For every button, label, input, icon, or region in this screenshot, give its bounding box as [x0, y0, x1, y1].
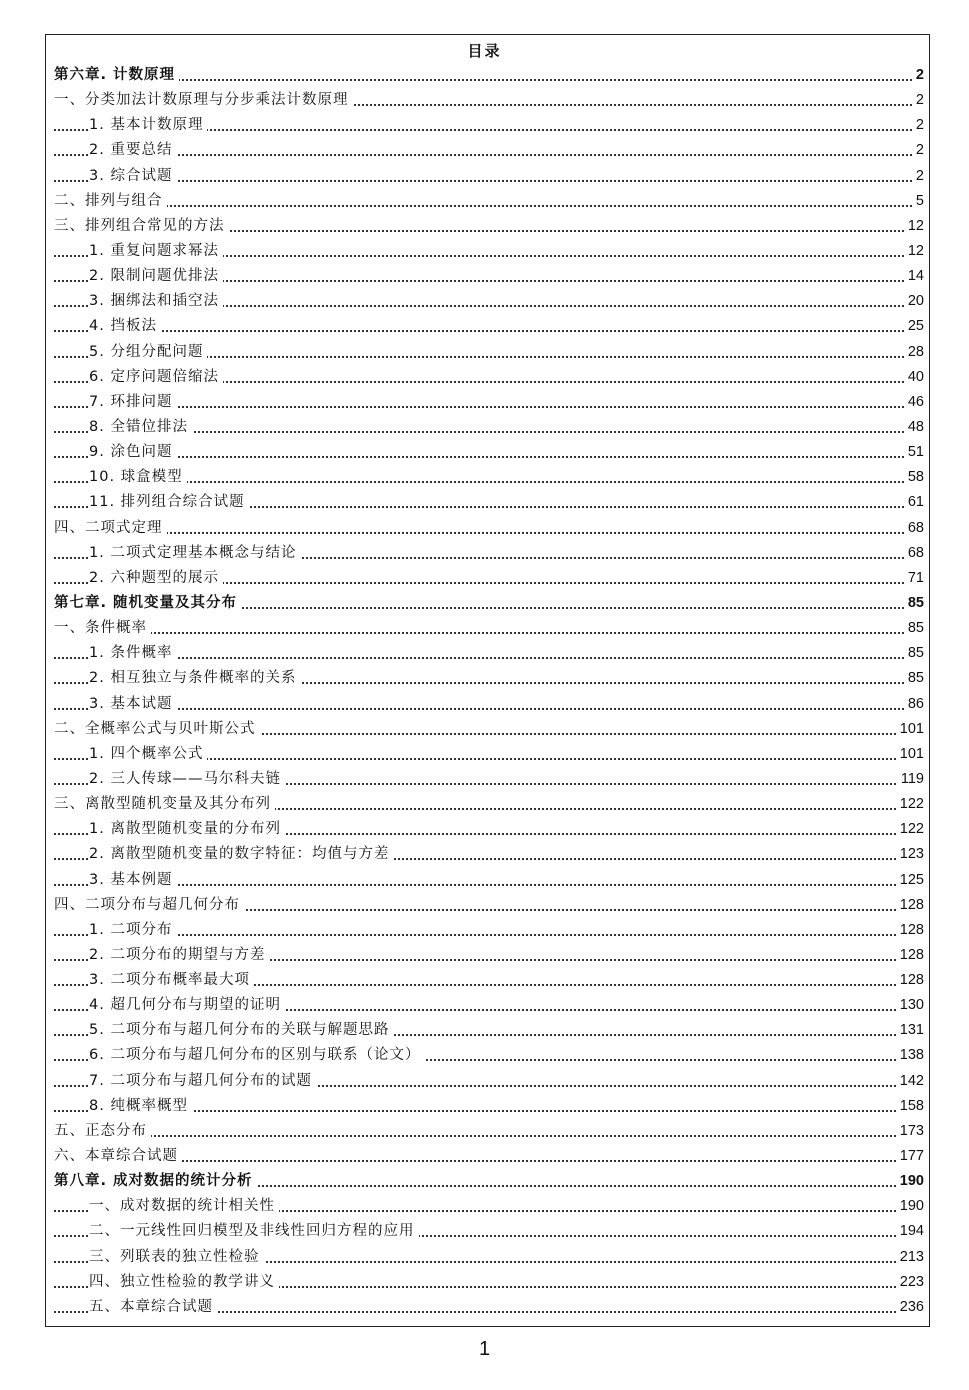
toc-entry[interactable] — [54, 390, 924, 415]
toc-entry-label: 2. 二项分布的期望与方差 — [89, 943, 269, 968]
toc-entry-label: 1. 四个概率公式 — [89, 742, 207, 767]
toc-entry-page: 5 — [913, 189, 924, 214]
toc-entry[interactable] — [54, 264, 924, 289]
toc-entry-label: 四、二项式定理 — [54, 516, 167, 541]
toc-entry-page: 119 — [898, 767, 924, 792]
toc-entry-page: 2 — [913, 138, 924, 163]
toc-entry-page: 61 — [905, 490, 924, 515]
toc-entry-label: 一、成对数据的统计相关性 — [89, 1194, 279, 1219]
toc-entry-page: 123 — [897, 842, 924, 867]
toc-entry-label: 5. 二项分布与超几何分布的关联与解题思路 — [89, 1018, 393, 1043]
toc-entry-label: 一、分类加法计数原理与分步乘法计数原理 — [54, 88, 353, 113]
toc-entry-label: 4. 挡板法 — [89, 314, 161, 339]
toc-entry-page: 2 — [913, 113, 924, 138]
toc-entry[interactable] — [54, 88, 924, 113]
toc-entry-page: 58 — [905, 465, 924, 490]
toc-entry-label: 五、正态分布 — [54, 1119, 151, 1144]
toc-entry[interactable] — [54, 717, 924, 742]
toc-entry[interactable] — [54, 1043, 924, 1068]
toc-entry-label: 四、独立性检验的教学讲义 — [89, 1270, 279, 1295]
toc-entry-page: 101 — [897, 742, 924, 767]
toc-entry-page: 194 — [897, 1219, 924, 1244]
toc-entry-label: 7. 环排问题 — [89, 390, 176, 415]
toc-entry-page: 86 — [905, 692, 924, 717]
toc-entry-page: 68 — [905, 516, 924, 541]
toc-entry[interactable] — [54, 1094, 924, 1119]
toc-entry-label: 11. 排列组合综合试题 — [89, 490, 249, 515]
toc-entry[interactable] — [54, 214, 924, 239]
toc-entry[interactable] — [54, 1069, 924, 1094]
toc-entry-page: 48 — [905, 415, 924, 440]
toc-entry[interactable] — [54, 1270, 924, 1295]
toc-entry[interactable] — [54, 63, 924, 88]
toc-entry-page: 85 — [905, 641, 924, 666]
toc-entry[interactable] — [54, 641, 924, 666]
dot-leader — [54, 456, 924, 458]
toc-entry-page: 2 — [913, 164, 924, 189]
toc-entry-label: 6. 二项分布与超几何分布的区别与联系（论文） — [89, 1043, 424, 1068]
toc-entry-label: 1. 二项式定理基本概念与结论 — [89, 541, 300, 566]
toc-entry-label: 三、离散型随机变量及其分布列 — [54, 792, 275, 817]
toc-entry[interactable] — [54, 541, 924, 566]
toc-entry[interactable] — [54, 591, 924, 616]
toc-entry[interactable] — [54, 189, 924, 214]
dot-leader — [54, 708, 924, 710]
toc-entry-label: 8. 纯概率概型 — [89, 1094, 192, 1119]
toc-entry[interactable] — [54, 1169, 924, 1194]
toc-entry-page: 190 — [897, 1169, 924, 1194]
toc-entry-label: 2. 离散型随机变量的数字特征：均值与方差 — [89, 842, 393, 867]
toc-entry-label: 三、排列组合常见的方法 — [54, 214, 229, 239]
toc-entry[interactable] — [54, 1219, 924, 1244]
toc-entry-page: 190 — [897, 1194, 924, 1219]
toc-entry-label: 3. 基本试题 — [89, 692, 176, 717]
toc-entry-page: 68 — [905, 541, 924, 566]
toc-entry-page: 28 — [905, 340, 924, 365]
toc-entry-label: 第七章. 随机变量及其分布 — [54, 591, 241, 616]
toc-entry[interactable] — [54, 490, 924, 515]
toc-entry[interactable] — [54, 1245, 924, 1270]
toc-entry-page: 130 — [897, 993, 924, 1018]
toc-entry-page: 2 — [913, 63, 924, 88]
toc-entry[interactable] — [54, 666, 924, 691]
toc-entry-label: 六、本章综合试题 — [54, 1144, 182, 1169]
toc-entry-page: 40 — [905, 365, 924, 390]
toc-entry-page: 173 — [897, 1119, 924, 1144]
toc-entry-page: 2 — [913, 88, 924, 113]
page-number: 1 — [478, 1338, 491, 1360]
dot-leader — [54, 205, 924, 207]
toc-entry-label: 9. 涂色问题 — [89, 440, 176, 465]
dot-leader — [54, 934, 924, 936]
dot-leader — [54, 1160, 924, 1162]
toc-entry[interactable] — [54, 289, 924, 314]
toc-entry-label: 2. 六种题型的展示 — [89, 566, 223, 591]
toc-entry[interactable] — [54, 1295, 924, 1320]
toc-entry[interactable] — [54, 239, 924, 264]
toc-entry-page: 71 — [905, 566, 924, 591]
toc-entry-page: 20 — [905, 289, 924, 314]
toc-entry-page: 213 — [897, 1245, 924, 1270]
toc-entry-label: 3. 二项分布概率最大项 — [89, 968, 254, 993]
toc-entry[interactable] — [54, 340, 924, 365]
toc-entry-label: 2. 三人传球——马尔科夫链 — [89, 767, 285, 792]
toc-entry-page: 236 — [897, 1295, 924, 1320]
toc-entry-label: 2. 限制问题优排法 — [89, 264, 223, 289]
toc-entry-page: 12 — [905, 214, 924, 239]
toc-entry-page: 128 — [897, 943, 924, 968]
toc-entry-page: 128 — [897, 918, 924, 943]
toc-entry-label: 1. 条件概率 — [89, 641, 176, 666]
toc-entry-label: 5. 分组分配问题 — [89, 340, 207, 365]
toc-entry[interactable] — [54, 1119, 924, 1144]
toc-entry-label: 3. 基本例题 — [89, 868, 176, 893]
toc-entry-page: 142 — [897, 1069, 924, 1094]
toc-entry-label: 1. 离散型随机变量的分布列 — [89, 817, 285, 842]
toc-entry-page: 223 — [897, 1270, 924, 1295]
toc-entry-label: 10. 球盒模型 — [89, 465, 187, 490]
toc-entry-label: 三、列联表的独立性检验 — [89, 1245, 264, 1270]
toc-entry[interactable] — [54, 692, 924, 717]
dot-leader — [54, 180, 924, 182]
toc-entry-label: 1. 重复问题求幂法 — [89, 239, 223, 264]
toc-entry[interactable] — [54, 742, 924, 767]
toc-entry-label: 一、条件概率 — [54, 616, 151, 641]
toc-entry[interactable] — [54, 415, 924, 440]
toc-entry[interactable] — [54, 113, 924, 138]
toc-entry[interactable] — [54, 440, 924, 465]
toc-entry-label: 3. 综合试题 — [89, 164, 176, 189]
toc-entry[interactable] — [54, 365, 924, 390]
toc-entry[interactable] — [54, 868, 924, 893]
toc-entry[interactable] — [54, 842, 924, 867]
toc-entry-page: 128 — [897, 893, 924, 918]
toc-entry-page: 158 — [897, 1094, 924, 1119]
toc-entry[interactable] — [54, 993, 924, 1018]
toc-entry-page: 125 — [897, 868, 924, 893]
toc-entry-page: 85 — [905, 666, 924, 691]
toc-entry[interactable] — [54, 893, 924, 918]
dot-leader — [54, 632, 924, 634]
toc-entry-page: 138 — [897, 1043, 924, 1068]
dot-leader — [54, 154, 924, 156]
toc-entry-page: 101 — [897, 717, 924, 742]
toc-entry-label: 8. 全错位排法 — [89, 415, 192, 440]
toc-entry-page: 85 — [905, 591, 924, 616]
toc-entry-page: 131 — [897, 1018, 924, 1043]
dot-leader — [54, 532, 924, 534]
toc-entry-label: 二、全概率公式与贝叶斯公式 — [54, 717, 260, 742]
toc-entry-label: 6. 定序问题倍缩法 — [89, 365, 223, 390]
toc-entry-label: 第六章. 计数原理 — [54, 63, 179, 88]
dot-leader — [54, 79, 924, 81]
toc-entry[interactable] — [54, 1144, 924, 1169]
toc-entry-label: 二、排列与组合 — [54, 189, 167, 214]
toc-entry-label: 五、本章综合试题 — [89, 1295, 217, 1320]
dot-leader — [54, 406, 924, 408]
toc-entry-label: 二、一元线性回归模型及非线性回归方程的应用 — [89, 1219, 419, 1244]
toc-entry[interactable] — [54, 566, 924, 591]
toc-entry-label: 7. 二项分布与超几何分布的试题 — [89, 1069, 316, 1094]
toc-entry-label: 1. 基本计数原理 — [89, 113, 207, 138]
toc-entry-page: 122 — [897, 817, 924, 842]
toc-entry-label: 3. 捆绑法和插空法 — [89, 289, 223, 314]
toc-entry-label: 2. 重要总结 — [89, 138, 176, 163]
dot-leader — [54, 657, 924, 659]
toc-entry-page: 177 — [897, 1144, 924, 1169]
toc-entry-label: 四、二项分布与超几何分布 — [54, 893, 244, 918]
toc-entry-page: 12 — [905, 239, 924, 264]
toc-entry[interactable] — [54, 1194, 924, 1219]
toc-entry[interactable] — [54, 968, 924, 993]
toc-entry-label: 4. 超几何分布与期望的证明 — [89, 993, 285, 1018]
toc-entry[interactable] — [54, 1018, 924, 1043]
toc-entry[interactable] — [54, 138, 924, 163]
toc-entry[interactable] — [54, 465, 924, 490]
toc-title: 目录 — [467, 42, 502, 60]
toc-entry-label: 2. 相互独立与条件概率的关系 — [89, 666, 300, 691]
toc-list — [54, 63, 924, 1320]
toc-entry-page: 85 — [905, 616, 924, 641]
toc-entry-page: 122 — [897, 792, 924, 817]
toc-entry[interactable] — [54, 943, 924, 968]
dot-leader — [54, 330, 924, 332]
toc-entry-page: 46 — [905, 390, 924, 415]
toc-entry[interactable] — [54, 164, 924, 189]
toc-entry-label: 1. 二项分布 — [89, 918, 176, 943]
toc-entry-page: 128 — [897, 968, 924, 993]
dot-leader — [54, 1135, 924, 1137]
toc-entry-page: 25 — [905, 314, 924, 339]
toc-entry[interactable] — [54, 516, 924, 541]
toc-entry[interactable] — [54, 767, 924, 792]
toc-entry[interactable] — [54, 616, 924, 641]
toc-entry[interactable] — [54, 918, 924, 943]
toc-entry-label: 第八章. 成对数据的统计分析 — [54, 1169, 257, 1194]
toc-entry[interactable] — [54, 792, 924, 817]
dot-leader — [54, 884, 924, 886]
toc-entry[interactable] — [54, 314, 924, 339]
toc-entry[interactable] — [54, 817, 924, 842]
toc-entry-page: 51 — [905, 440, 924, 465]
toc-entry-page: 14 — [905, 264, 924, 289]
